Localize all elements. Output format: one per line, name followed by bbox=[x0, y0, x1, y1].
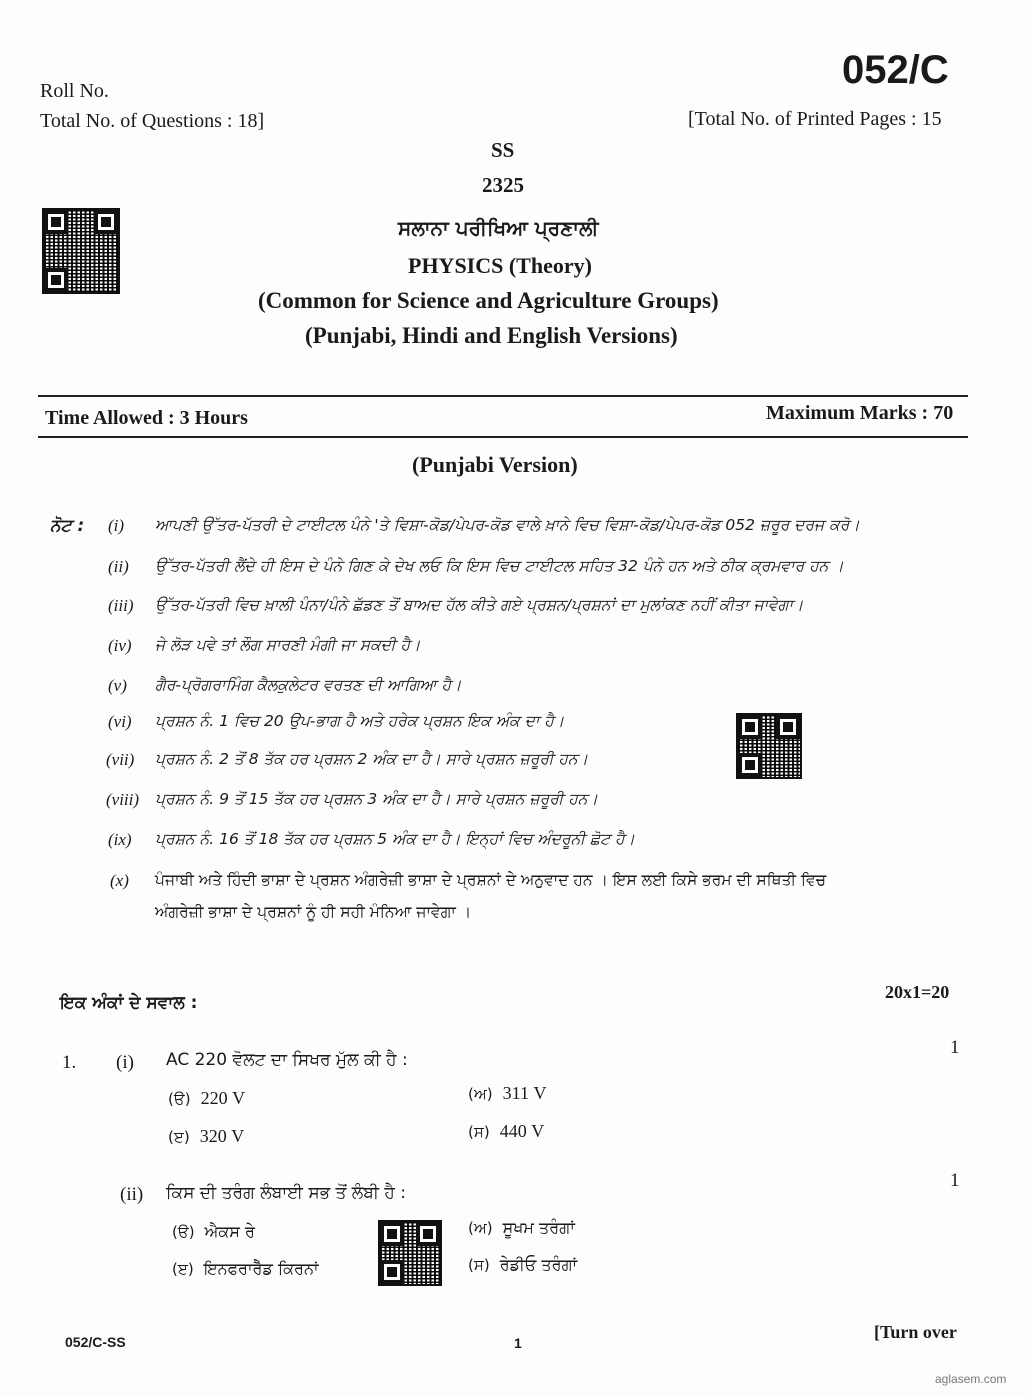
question-marks: 1 bbox=[950, 1037, 960, 1058]
note-number: (ii) bbox=[108, 557, 129, 576]
note-text: ਆਪਣੀ ਉੱਤਰ-ਪੱਤਰੀ ਦੇ ਟਾਈਟਲ ਪੰਨੇ 'ਤੇ ਵਿਸ਼ਾ-ਕੋਡ/ਪੇਪਰ-ਕੋਡ ਵਾਲੇ ਖ਼ਾਨੇ ਵਿਚ ਵਿਸ਼ਾ-ਕੋਡ/ਪੇਪਰ-ਕੋਡ 052 ਜ਼ਰੂਰ ਦਰਜ ਕਰੋ। bbox=[155, 516, 860, 534]
option-d[interactable] bbox=[468, 1255, 577, 1275]
note-text: ਜੇ ਲੋੜ ਪਵੇ ਤਾਂ ਲੌਗ ਸਾਰਣੀ ਮੰਗੀ ਜਾ ਸਕਦੀ ਹੈ। bbox=[155, 636, 421, 654]
option-d[interactable] bbox=[468, 1121, 544, 1142]
note-number: (vi) bbox=[108, 712, 132, 731]
option-b[interactable] bbox=[468, 1083, 546, 1104]
note-text: ਪ੍ਰਸ਼ਨ ਨੰ. 1 ਵਿਚ 20 ਉਪ-ਭਾਗ ਹੈ ਅਤੇ ਹਰੇਕ ਪ੍ਰਸ਼ਨ ਇਕ ਅੰਕ ਦਾ ਹੈ। bbox=[155, 712, 565, 730]
option-text: ਰੇਡੀਓ ਤਰੰਗਾਂ bbox=[499, 1255, 578, 1274]
option-label: (ੲ) bbox=[172, 1260, 194, 1278]
footer-code: 052/C-SS bbox=[65, 1334, 126, 1350]
question-marks: 1 bbox=[950, 1170, 960, 1191]
maximum-marks: Maximum Marks : 70 bbox=[766, 402, 954, 424]
total-pages: [Total No. of Printed Pages : 15 bbox=[688, 108, 942, 130]
top-divider bbox=[38, 395, 968, 397]
note-number: (ix) bbox=[108, 830, 132, 849]
option-label: (ੲ) bbox=[168, 1128, 190, 1146]
option-text: ਸੂਖਮ ਤਰੰਗਾਂ bbox=[502, 1218, 575, 1237]
note-text: ਪੰਜਾਬੀ ਅਤੇ ਹਿੰਦੀ ਭਾਸ਼ਾ ਦੇ ਪ੍ਰਸ਼ਨ ਅੰਗਰੇਜ਼ੀ ਭਾਸ਼ਾ ਦੇ ਪ੍ਰਸ਼ਨਾਂ ਦੇ ਅਨੁਵਾਦ ਹਨ । ਇਸ ਲਈ ਕਿਸੇ ਭਰਮ ਦੀ ਸਥਿਤੀ ਵਿਚ bbox=[155, 871, 827, 889]
note-number: (vii) bbox=[106, 750, 135, 769]
qr-code-bottom bbox=[378, 1220, 442, 1286]
turn-over: [Turn over bbox=[874, 1322, 957, 1342]
option-c[interactable] bbox=[172, 1259, 318, 1279]
section-title: ਇਕ ਅੰਕਾਂ ਦੇ ਸਵਾਲ : bbox=[60, 993, 198, 1013]
qr-code-middle bbox=[736, 713, 802, 779]
total-questions: Total No. of Questions : 18] bbox=[40, 110, 265, 132]
option-text: ਇਨਫਰਾਰੈੱਡ ਕਿਰਨਾਂ bbox=[203, 1259, 319, 1278]
option-label: (ੳ) bbox=[172, 1223, 195, 1241]
option-b[interactable] bbox=[468, 1218, 575, 1238]
bottom-divider bbox=[38, 436, 968, 438]
option-label: (ਅ) bbox=[468, 1085, 493, 1103]
exam-code: 2325 bbox=[482, 173, 524, 197]
option-text: 220 V bbox=[200, 1088, 246, 1108]
versions-line: (Punjabi, Hindi and English Versions) bbox=[305, 323, 678, 348]
note-text: ਉੱਤਰ-ਪੱਤਰੀ ਵਿਚ ਖ਼ਾਲੀ ਪੰਨਾ/ਪੰਨੇ ਛੱਡਣ ਤੋਂ ਬਾਅਦ ਹੱਲ ਕੀਤੇ ਗਏ ਪ੍ਰਸ਼ਨ/ਪ੍ਰਸ਼ਨਾਂ ਦਾ ਮੁਲਾਂਕਣ ਨਹੀਂ ਕੀਤਾ ਜਾਵੇਗਾ। bbox=[155, 596, 804, 614]
note-text: ਉੱਤਰ-ਪੱਤਰੀ ਲੈਂਦੇ ਹੀ ਇਸ ਦੇ ਪੰਨੇ ਗਿਣ ਕੇ ਦੇਖ ਲਓ ਕਿ ਇਸ ਵਿਚ ਟਾਈਟਲ ਸਹਿਤ 32 ਪੰਨੇ ਹਨ ਅਤੇ ਠੀਕ ਕ੍ਰਮਵਾਰ ਹਨ । bbox=[155, 557, 844, 575]
note-number: (v) bbox=[108, 676, 127, 695]
option-text: 440 V bbox=[499, 1121, 545, 1141]
time-allowed: Time Allowed : 3 Hours bbox=[45, 407, 248, 429]
note-text: ਪ੍ਰਸ਼ਨ ਨੰ. 16 ਤੋਂ 18 ਤੱਕ ਹਰ ਪ੍ਰਸ਼ਨ 5 ਅੰਕ ਦਾ ਹੈ। ਇਨ੍ਹਾਂ ਵਿਚ ਅੰਦਰੂਨੀ ਛੋਟ ਹੈ। bbox=[155, 830, 635, 848]
question-number: 1. bbox=[62, 1052, 77, 1073]
option-c[interactable] bbox=[168, 1126, 244, 1147]
note-text: ਪ੍ਰਸ਼ਨ ਨੰ. 9 ਤੋਂ 15 ਤੱਕ ਹਰ ਪ੍ਰਸ਼ਨ 3 ਅੰਕ ਦਾ ਹੈ। ਸਾਰੇ ਪ੍ਰਸ਼ਨ ਜ਼ਰੂਰੀ ਹਨ। bbox=[155, 790, 598, 808]
option-label: (ਅ) bbox=[468, 1219, 493, 1237]
note-number: (iv) bbox=[108, 636, 132, 655]
question-text: AC 220 ਵੋਲਟ ਦਾ ਸਿਖਰ ਮੁੱਲ ਕੀ ਹੈ : bbox=[166, 1050, 408, 1070]
option-label: (ੳ) bbox=[168, 1090, 191, 1108]
option-text: 311 V bbox=[502, 1083, 547, 1103]
option-text: ਐਕਸ ਰੇ bbox=[204, 1222, 255, 1241]
note-text: ਗੈਰ-ਪ੍ਰੋਗਰਾਮਿੰਗ ਕੈਲਕੁਲੇਟਰ ਵਰਤਣ ਦੀ ਆਗਿਆ ਹੈ। bbox=[155, 676, 462, 694]
question-text: ਕਿਸ ਦੀ ਤਰੰਗ ਲੰਬਾਈ ਸਭ ਤੋਂ ਲੰਬੀ ਹੈ : bbox=[166, 1183, 406, 1203]
roll-no-label: Roll No. bbox=[40, 80, 109, 102]
series-code: SS bbox=[491, 138, 515, 162]
section-marks: 20x1=20 bbox=[885, 982, 950, 1002]
option-a[interactable] bbox=[172, 1222, 255, 1242]
note-number: (viii) bbox=[106, 790, 140, 809]
note-label: ਨੋਟ : bbox=[50, 516, 85, 536]
note-number: (i) bbox=[108, 516, 125, 535]
option-a[interactable] bbox=[168, 1088, 245, 1109]
groups-line: (Common for Science and Agriculture Groups) bbox=[258, 288, 719, 313]
note-number: (iii) bbox=[108, 596, 134, 615]
paper-code: 052/C bbox=[842, 48, 949, 92]
option-label: (ਸ) bbox=[468, 1123, 490, 1141]
version-title: (Punjabi Version) bbox=[412, 452, 578, 477]
qr-code bbox=[42, 208, 120, 294]
exam-name: ਸਲਾਨਾ ਪਰੀਖਿਆ ਪ੍ਰਣਾਲੀ bbox=[398, 216, 599, 240]
page-number: 1 bbox=[514, 1335, 522, 1351]
sub-question-number: (ii) bbox=[120, 1184, 144, 1205]
option-text: 320 V bbox=[199, 1126, 245, 1146]
note-number: (x) bbox=[110, 871, 129, 890]
subject-title: PHYSICS (Theory) bbox=[408, 253, 592, 278]
option-label: (ਸ) bbox=[468, 1256, 490, 1274]
watermark: aglasem.com bbox=[935, 1372, 1007, 1386]
note-text: ਪ੍ਰਸ਼ਨ ਨੰ. 2 ਤੋਂ 8 ਤੱਕ ਹਰ ਪ੍ਰਸ਼ਨ 2 ਅੰਕ ਦਾ ਹੈ। ਸਾਰੇ ਪ੍ਰਸ਼ਨ ਜ਼ਰੂਰੀ ਹਨ। bbox=[155, 750, 589, 768]
note-text: ਅੰਗਰੇਜ਼ੀ ਭਾਸ਼ਾ ਦੇ ਪ੍ਰਸ਼ਨਾਂ ਨੂੰ ਹੀ ਸਹੀ ਮੰਨਿਆ ਜਾਵੇਗਾ । bbox=[155, 903, 472, 921]
sub-question-number: (i) bbox=[116, 1052, 134, 1073]
